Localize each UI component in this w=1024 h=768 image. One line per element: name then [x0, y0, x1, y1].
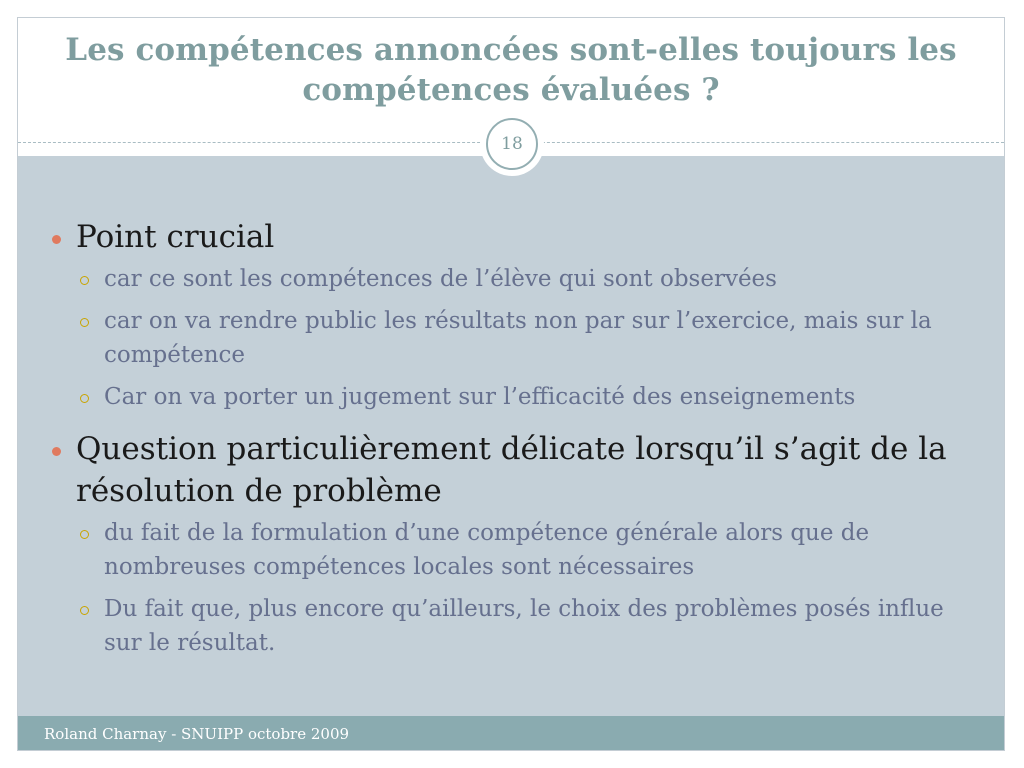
content-area — [18, 156, 1004, 716]
ring-bullet-icon — [80, 276, 89, 285]
slide-title: Les compétences annoncées sont-elles toujours les compétences évaluées ? — [65, 32, 957, 108]
sub-bullet-item — [74, 262, 968, 296]
bullet-list — [58, 216, 968, 668]
sub-bullet-item — [74, 304, 968, 372]
sub-bullet-list — [76, 262, 968, 414]
page-number: 18 — [501, 134, 523, 154]
bullet-dot-icon — [52, 447, 61, 456]
bullet-text: Question particulièrement délicate lorsqu’il s’agit de la résolution de problème — [76, 431, 947, 509]
ring-bullet-icon — [80, 606, 89, 615]
sub-bullet-text: car on va rendre public les résultats non par sur l’exercice, mais sur la compétence — [104, 308, 932, 368]
bullet-dot-icon — [52, 235, 61, 244]
ring-bullet-icon — [80, 394, 89, 403]
bullet-text: Point crucial — [76, 219, 275, 255]
sub-bullet-text: Car on va porter un jugement sur l’efficacité des enseignements — [104, 384, 856, 410]
footer-text: Roland Charnay - SNUIPP octobre 2009 — [44, 725, 350, 743]
page-number-badge — [480, 112, 544, 176]
sub-bullet-item — [74, 592, 968, 660]
ring-bullet-icon — [80, 318, 89, 327]
sub-bullet-text: du fait de la formulation d’une compétence générale alors que de nombreuses compétences locales sont nécessaires — [104, 520, 870, 580]
sub-bullet-text: car ce sont les compétences de l’élève qui sont observées — [104, 266, 777, 292]
sub-bullet-list — [76, 516, 968, 660]
sub-bullet-text: Du fait que, plus encore qu’ailleurs, le choix des problèmes posés influe sur le résultat. — [104, 596, 944, 656]
sub-bullet-item — [74, 380, 968, 414]
bullet-item — [58, 428, 968, 660]
sub-bullet-item — [74, 516, 968, 584]
footer-bar — [18, 716, 1004, 750]
ring-bullet-icon — [80, 530, 89, 539]
bullet-item — [58, 216, 968, 414]
